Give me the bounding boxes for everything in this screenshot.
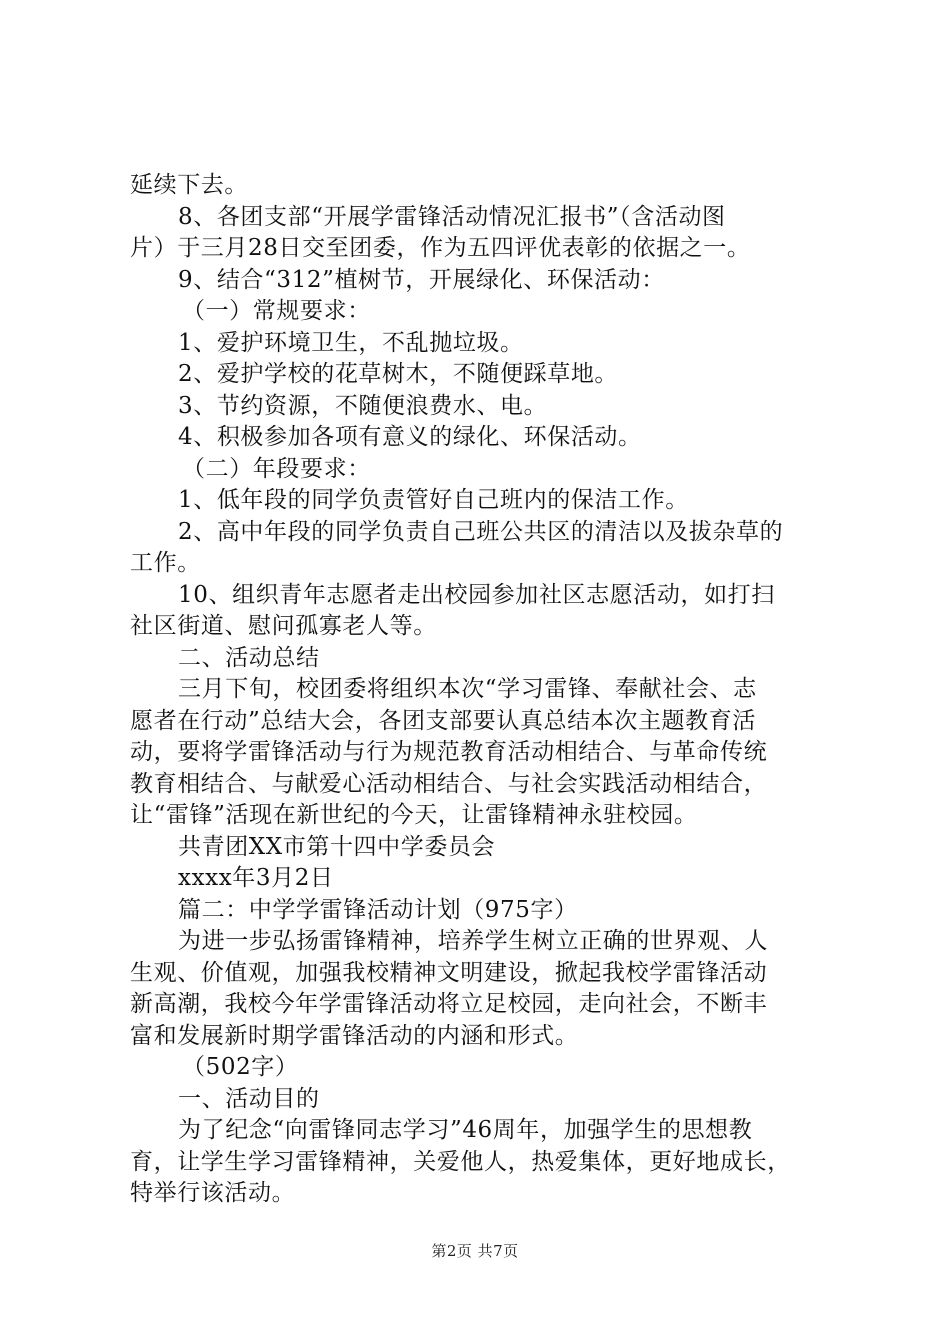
text-line: 2、高中年段的同学负责自己班公共区的清洁以及拔杂草的 <box>178 518 784 545</box>
text-line: 工作。 <box>130 550 201 576</box>
section-heading: 篇二：中学学雷锋活动计划（975字） <box>178 896 578 923</box>
text-line: 让“雷锋”活现在新世纪的今天，让雷锋精神永驻校园。 <box>130 802 698 828</box>
text-line: 愿者在行动”总结大会，各团支部要认真总结本次主题教育活 <box>130 707 756 734</box>
section-heading: （二）年段要求： <box>182 455 371 482</box>
text-line: 育，让学生学习雷锋精神，关爱他人，热爱集体，更好地成长， <box>130 1148 791 1175</box>
text-line: 1、爱护环境卫生，不乱抛垃圾。 <box>178 329 524 356</box>
text-line: 1、低年段的同学负责管好自己班内的保洁工作。 <box>178 487 689 513</box>
section-heading: 一、活动目的 <box>178 1085 320 1112</box>
text-line: 动，要将学雷锋活动与行为规范教育活动相结合、与革命传统 <box>130 739 768 765</box>
section-heading: （一）常规要求： <box>182 298 371 324</box>
page-footer <box>0 1240 950 1261</box>
signature-org: 共青团XX市第十四中学委员会 <box>178 833 496 860</box>
text-line: 2、爱护学校的花草树木，不随便踩草地。 <box>178 361 619 387</box>
text-line: 3、节约资源，不随便浪费水、电。 <box>178 392 548 419</box>
text-line: 富和发展新时期学雷锋活动的内涵和形式。 <box>130 1022 579 1049</box>
text-line: 片）于三月28日交至团委，作为五四评优表彰的依据之一。 <box>130 235 751 261</box>
text-line: 教育相结合、与献爱心活动相结合、与社会实践活动相结合， <box>130 770 768 797</box>
text-line: （502字） <box>182 1054 299 1080</box>
text-block <box>130 170 842 1210</box>
section-heading: 二、活动总结 <box>178 644 320 671</box>
text-line: 9、结合“312”植树节，开展绿化、环保活动： <box>178 266 665 293</box>
text-line: 8、各团支部“开展学雷锋活动情况汇报书”（含活动图 <box>178 203 726 230</box>
text-line: 4、积极参加各项有意义的绿化、环保活动。 <box>178 424 642 450</box>
text-line: 三月下旬，校团委将组织本次“学习雷锋、奉献社会、志 <box>178 676 757 702</box>
page-number: 第2页 共7页 <box>431 1242 519 1260</box>
text-line: 新高潮，我校今年学雷锋活动将立足校园，走向社会，不断丰 <box>130 991 768 1017</box>
text-line: 特举行该活动。 <box>130 1180 296 1206</box>
document-body <box>130 170 842 1210</box>
text-line: 10、组织青年志愿者走出校园参加社区志愿活动，如打扫 <box>178 581 775 608</box>
signature-date: xxxx年3月2日 <box>178 865 334 891</box>
text-line: 生观、价值观，加强我校精神文明建设，掀起我校学雷锋活动 <box>130 959 768 986</box>
text-line: 为进一步弘扬雷锋精神，培养学生树立正确的世界观、人 <box>178 928 768 954</box>
text-line: 为了纪念“向雷锋同志学习”46周年，加强学生的思想教 <box>178 1117 753 1143</box>
text-line: 社区街道、慰问孤寡老人等。 <box>130 613 437 639</box>
text-line: 延续下去。 <box>130 172 248 198</box>
